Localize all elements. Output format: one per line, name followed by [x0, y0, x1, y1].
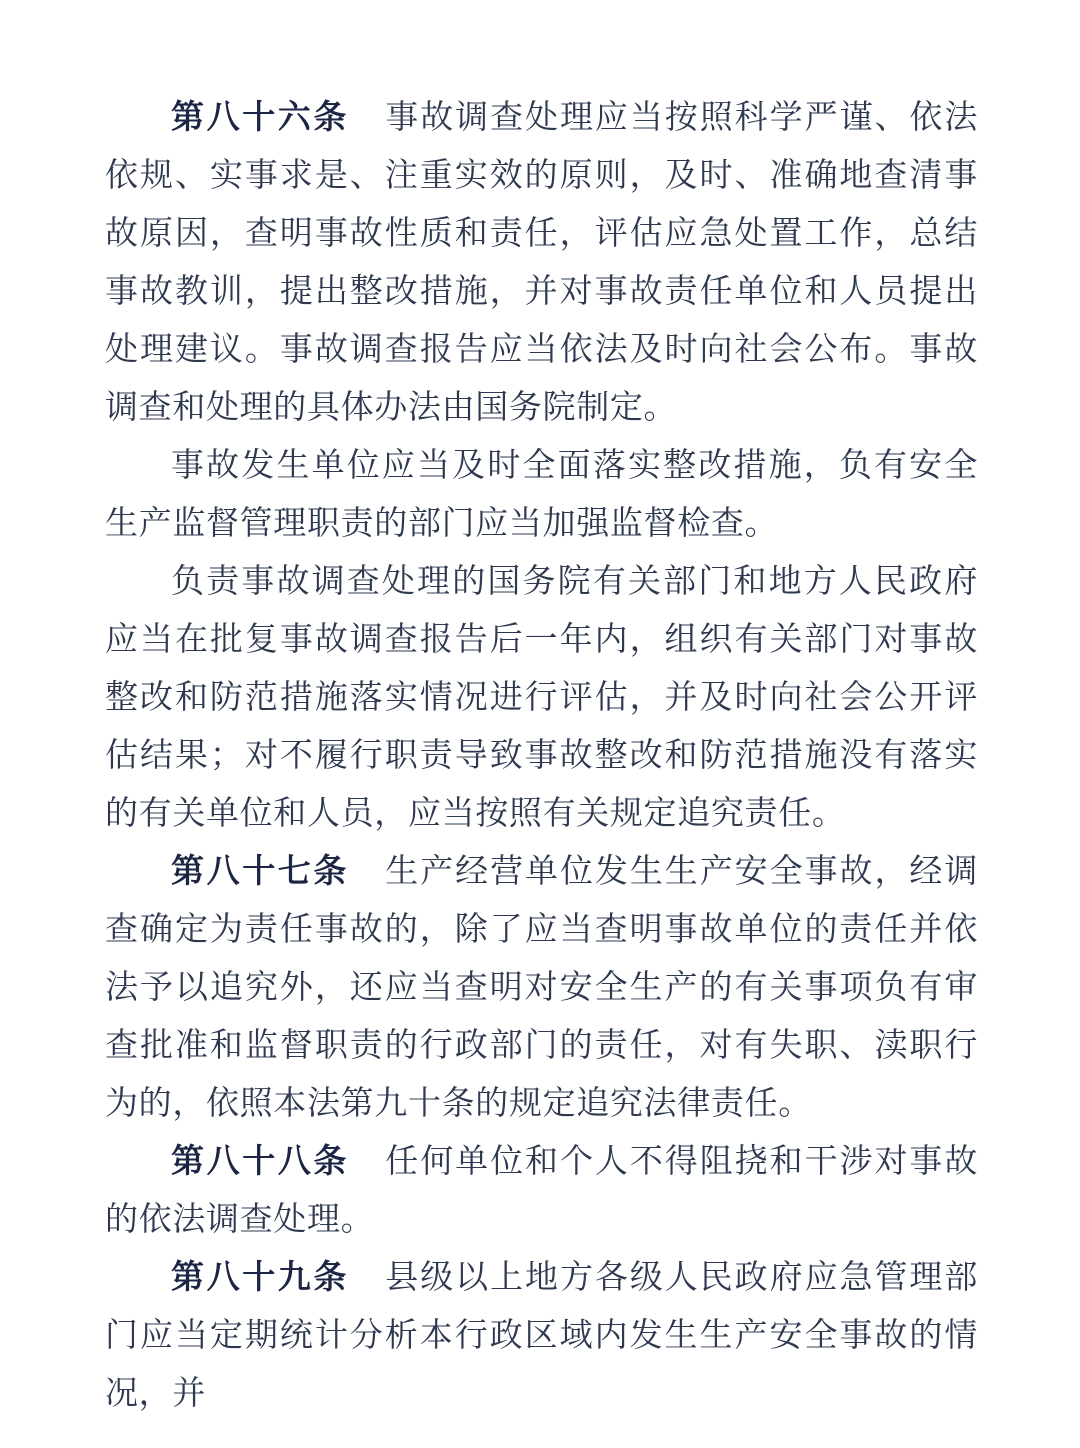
- paragraph: [105, 1132, 978, 1248]
- paragraph: [105, 552, 978, 842]
- paragraph-text: 负责事故调查处理的国务院有关部门和地方人民政府应当在批复事故调查报告后一年内，组织有关部门对事故整改和防范措施落实情况进行评估，并及时向社会公开评估结果；对不履行职责导致事故整改和防范措施没有落实的有关单位和人员，应当按照有关规定追究责任。: [105, 561, 978, 832]
- paragraph: [105, 842, 978, 1132]
- paragraph-text: 事故发生单位应当及时全面落实整改措施，负有安全生产监督管理职责的部门应当加强监督检查。: [105, 445, 978, 542]
- article-number: 第八十七条: [171, 851, 349, 890]
- paragraph-text: 事故调查处理应当按照科学严谨、依法依规、实事求是、注重实效的原则，及时、准确地查清事故原因，查明事故性质和责任，评估应急处置工作，总结事故教训，提出整改措施，并对事故责任单位和人员提出处理建议。事故调查报告应当依法及时向社会公布。事故调查和处理的具体办法由国务院制定。: [105, 97, 978, 426]
- paragraph-text: 生产经营单位发生生产安全事故，经调查确定为责任事故的，除了应当查明事故单位的责任并依法予以追究外，还应当查明对安全生产的有关事项负有审查批准和监督职责的行政部门的责任，对有失职、渎职行为的，依照本法第九十条的规定追究法律责任。: [105, 851, 978, 1122]
- article-number: 第八十九条: [171, 1257, 349, 1296]
- article-number: 第八十八条: [171, 1141, 349, 1180]
- document-body: [105, 88, 978, 1422]
- article-number: 第八十六条: [171, 97, 349, 136]
- paragraph-text: 县级以上地方各级人民政府应急管理部门应当定期统计分析本行政区域内发生生产安全事故的情况，并: [105, 1257, 978, 1412]
- paragraph: [105, 436, 978, 552]
- paragraph: [105, 1248, 978, 1422]
- paragraph-text: 任何单位和个人不得阻挠和干涉对事故的依法调查处理。: [105, 1141, 978, 1238]
- paragraph: [105, 88, 978, 436]
